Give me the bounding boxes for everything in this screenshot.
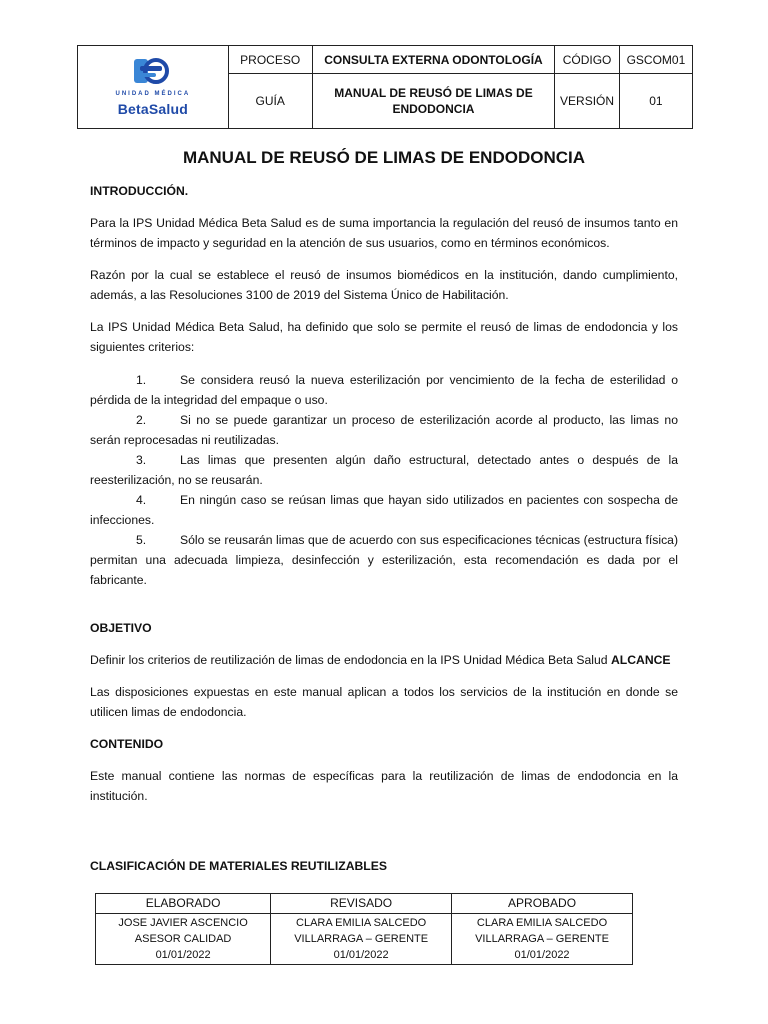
scope-heading: ALCANCE <box>610 653 671 667</box>
process-label: PROCESO <box>228 46 312 74</box>
beta-salud-logo <box>115 57 190 117</box>
logo-subtitle: UNIDAD MÉDICA <box>115 91 191 97</box>
document-header-table <box>77 45 693 129</box>
guide-value: MANUAL DE REUSÓ DE LIMAS DE ENDODONCIA <box>312 74 555 129</box>
intro-paragraph-1: Para la IPS Unidad Médica Beta Salud es de suma importancia la regulación del reusó de insumos tanto en términos de impacto y seguridad en la atención de sus usuarios, como en términos económicos. <box>90 216 678 250</box>
criteria-item: 5. Sólo se reusarán limas que de acuerdo con sus especificaciones técnicas (estructura física) permitan una adecuada limpieza, desinfección y esterilización, esta recomendación es dada por el fabricante. <box>90 533 678 587</box>
logo-cell <box>78 46 229 129</box>
reviewed-header: REVISADO <box>271 894 452 914</box>
elaborated-header: ELABORADO <box>96 894 271 914</box>
guide-label: GUÍA <box>228 74 312 129</box>
intro-paragraph-2: Razón por la cual se establece el reusó de insumos biomédicos en la institución, dando cumplimiento, además, a las Resoluciones 3100 de 2019 del Sistema Único de Habilitación. <box>90 268 678 302</box>
content-paragraph: Este manual contiene las normas de específicas para la reutilización de limas de endodoncia en la institución. <box>90 769 678 803</box>
logo-mark-icon <box>132 57 174 85</box>
criteria-item: 1. Se considera reusó la nueva esterilización por vencimiento de la fecha de esterilidad o pérdida de la integridad del empaque o uso. <box>90 373 678 407</box>
criteria-item: 3. Las limas que presenten algún daño estructural, detectado antes o después de la reesterilización, no se reusarán. <box>90 453 678 487</box>
objective-paragraph: Definir los criterios de reutilización de limas de endodoncia en la IPS Unidad Médica Beta Salud ALCANCE <box>90 653 671 667</box>
reviewed-cell: CLARA EMILIA SALCEDO VILLARRAGA – GERENTE 01/01/2022 <box>271 914 452 965</box>
logo-name: BetaSalud <box>117 101 188 117</box>
code-value: GSCOM01 <box>619 46 692 74</box>
code-label: CÓDIGO <box>555 46 620 74</box>
objective-heading: OBJETIVO <box>90 621 152 635</box>
elaborated-cell: JOSE JAVIER ASCENCIO ASESOR CALIDAD 01/01/2022 <box>96 914 271 965</box>
process-value: CONSULTA EXTERNA ODONTOLOGÍA <box>312 46 555 74</box>
version-label: VERSIÓN <box>555 74 620 129</box>
content-heading: CONTENIDO <box>90 737 164 751</box>
approved-header: APROBADO <box>452 894 633 914</box>
classification-heading: CLASIFICACIÓN DE MATERIALES REUTILIZABLES <box>90 859 388 873</box>
version-value: 01 <box>619 74 692 129</box>
intro-paragraph-3: La IPS Unidad Médica Beta Salud, ha definido que solo se permite el reusó de limas de endodoncia y los siguientes criterios: <box>90 320 678 354</box>
scope-paragraph: Las disposiciones expuestas en este manual aplican a todos los servicios de la institución en donde se utilicen limas de endodoncia. <box>90 685 678 719</box>
criteria-list <box>90 370 678 590</box>
approved-cell: CLARA EMILIA SALCEDO VILLARRAGA – GERENTE 01/01/2022 <box>452 914 633 965</box>
intro-heading: INTRODUCCIÓN. <box>90 184 189 198</box>
criteria-item: 4. En ningún caso se reúsan limas que hayan sido utilizados en pacientes con sospecha de infecciones. <box>90 493 678 527</box>
signatures-table <box>95 893 633 965</box>
criteria-item: 2. Si no se puede garantizar un proceso de esterilización acorde al producto, las limas no serán reprocesadas ni reutilizadas. <box>90 413 678 447</box>
document-title: MANUAL DE REUSÓ DE LIMAS DE ENDODONCIA <box>182 148 586 167</box>
document-body <box>90 181 678 876</box>
